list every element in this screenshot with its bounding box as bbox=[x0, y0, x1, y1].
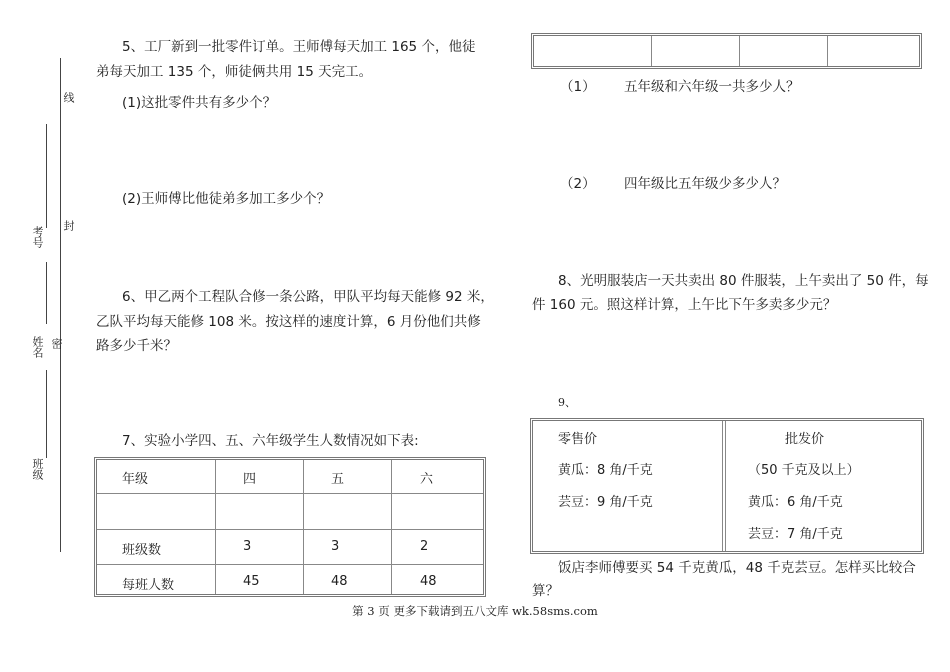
q8-line1: 8、光明服装店一天共卖出 80 件服装，上午卖出了 50 件，每 bbox=[558, 273, 929, 289]
q9-retail-bean: 芸豆：9 角/千克 bbox=[558, 495, 653, 510]
xingming-underline bbox=[46, 262, 47, 324]
q6-line2: 乙队平均每天能修 108 米。按这样的速度计算，6 月份他们共修 bbox=[96, 314, 481, 330]
q7-sub1-text: 五年级和六年级一共多少人？ bbox=[624, 79, 800, 95]
margin-kaohao: 考号 bbox=[31, 226, 44, 248]
q7-row1-val6: 2 bbox=[420, 539, 429, 554]
banji-underline bbox=[46, 370, 47, 458]
q7-row1-label: 班级数 bbox=[122, 543, 162, 558]
q7-row2-val6: 48 bbox=[420, 574, 437, 589]
q7-header-6: 六 bbox=[420, 472, 434, 487]
q7-row1-val5: 3 bbox=[331, 539, 340, 554]
page-footer: 第 3 页 更多下载请到五八文库 wk.58sms.com bbox=[352, 604, 598, 618]
q7-intro: 7、实验小学四、五、六年级学生人数情况如下表: bbox=[122, 433, 419, 449]
margin-xian: 线 bbox=[62, 92, 75, 103]
q7-row2-val5: 48 bbox=[331, 574, 348, 589]
q9-wholesale-cucumber: 黄瓜：6 角/千克 bbox=[748, 495, 843, 510]
q5-sub2: (2)王师傅比他徒弟多加工多少个？ bbox=[122, 191, 331, 207]
kaohao-underline bbox=[46, 124, 47, 228]
q9-retail-title: 零售价 bbox=[558, 432, 598, 447]
q7-row2-label: 每班人数 bbox=[122, 578, 175, 593]
q7-header-4: 四 bbox=[243, 472, 257, 487]
q5-sub1: (1)这批零件共有多少个？ bbox=[122, 95, 277, 111]
margin-feng: 封 bbox=[62, 220, 75, 231]
margin-xingming: 姓名 bbox=[31, 336, 44, 358]
q9-wholesale-condition: （50 千克及以上） bbox=[748, 463, 860, 478]
q7-header-5: 五 bbox=[331, 472, 345, 487]
q6-line1: 6、甲乙两个工程队合修一条公路，甲队平均每天能修 92 米， bbox=[122, 289, 494, 305]
binding-line bbox=[60, 58, 61, 552]
q7-sub2-text: 四年级比五年级少多少人？ bbox=[624, 176, 786, 192]
margin-mi: 密 bbox=[50, 338, 63, 349]
margin-banji: 班级 bbox=[31, 458, 44, 480]
q9-retail-cucumber: 黄瓜：8 角/千克 bbox=[558, 463, 653, 478]
q8-line2: 件 160 元。照这样计算，上午比下午多卖多少元？ bbox=[532, 297, 837, 313]
q7-sub1-num: （1） bbox=[560, 79, 596, 95]
q9-wholesale-title: 批发价 bbox=[785, 432, 825, 447]
q9-wholesale-bean: 芸豆：7 角/千克 bbox=[748, 527, 843, 542]
q7-header-grade: 年级 bbox=[122, 472, 149, 487]
q5-line1: 5、工厂新到一批零件订单。王师傅每天加工 165 个，他徒 bbox=[122, 39, 476, 55]
q9-question-line2: 算？ bbox=[532, 583, 559, 599]
q7-sub2-num: （2） bbox=[560, 176, 596, 192]
q9-num: 9、 bbox=[558, 396, 576, 409]
q9-question-line1: 饭店李师傅要买 54 千克黄瓜，48 千克芸豆。怎样买比较合 bbox=[558, 560, 916, 576]
q6-line3: 路多少千米？ bbox=[96, 338, 177, 354]
q7-row1-val4: 3 bbox=[243, 539, 252, 554]
q7-row2-val4: 45 bbox=[243, 574, 260, 589]
q5-line2: 弟每天加工 135 个，师徒俩共用 15 天完工。 bbox=[96, 64, 373, 80]
